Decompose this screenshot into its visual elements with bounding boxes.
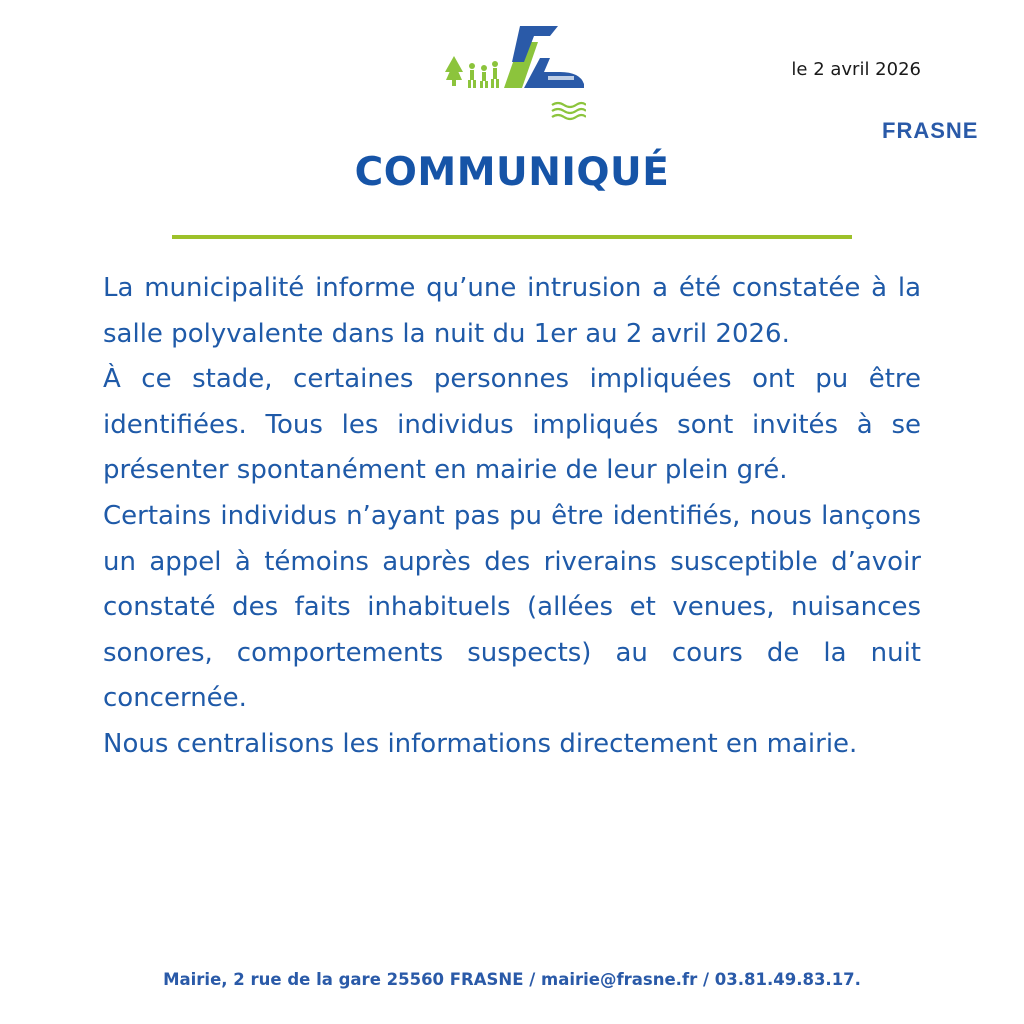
logo-graphic-icon: [440, 22, 590, 102]
paragraph-centralize: Nous centralisons les informations directement en mairie.: [103, 728, 858, 759]
waves-icon: [550, 100, 586, 122]
paragraph-witness-call: Certains individus n’ayant pas pu être identifiés, nous lançons un appel à témoins auprès des riverains susceptible d’avoir constaté des faits inhabituels (allées et venues, nuisances sonores, comportements suspects) au cours de la nuit concernée.: [103, 500, 921, 714]
logo-wordmark: FRASNE: [882, 118, 979, 143]
title-divider: [172, 235, 852, 239]
paragraph-intrusion: La municipalité informe qu’une intrusion a été constatée à la salle polyvalente dans la nuit du 1er au 2 avril 2026.: [103, 273, 921, 349]
contact-footer: Mairie, 2 rue de la gare 25560 FRASNE / mairie@frasne.fr / 03.81.49.83.17.: [163, 970, 861, 989]
page-title: COMMUNIQUÉ: [354, 150, 670, 195]
document-date: le 2 avril 2026: [791, 59, 921, 80]
communique-body: [103, 266, 921, 768]
paragraph-identified: À ce stade, certaines personnes impliquées ont pu être identifiées. Tous les individus impliqués sont invités à se présenter spontanément en mairie de leur plein gré.: [103, 364, 921, 486]
